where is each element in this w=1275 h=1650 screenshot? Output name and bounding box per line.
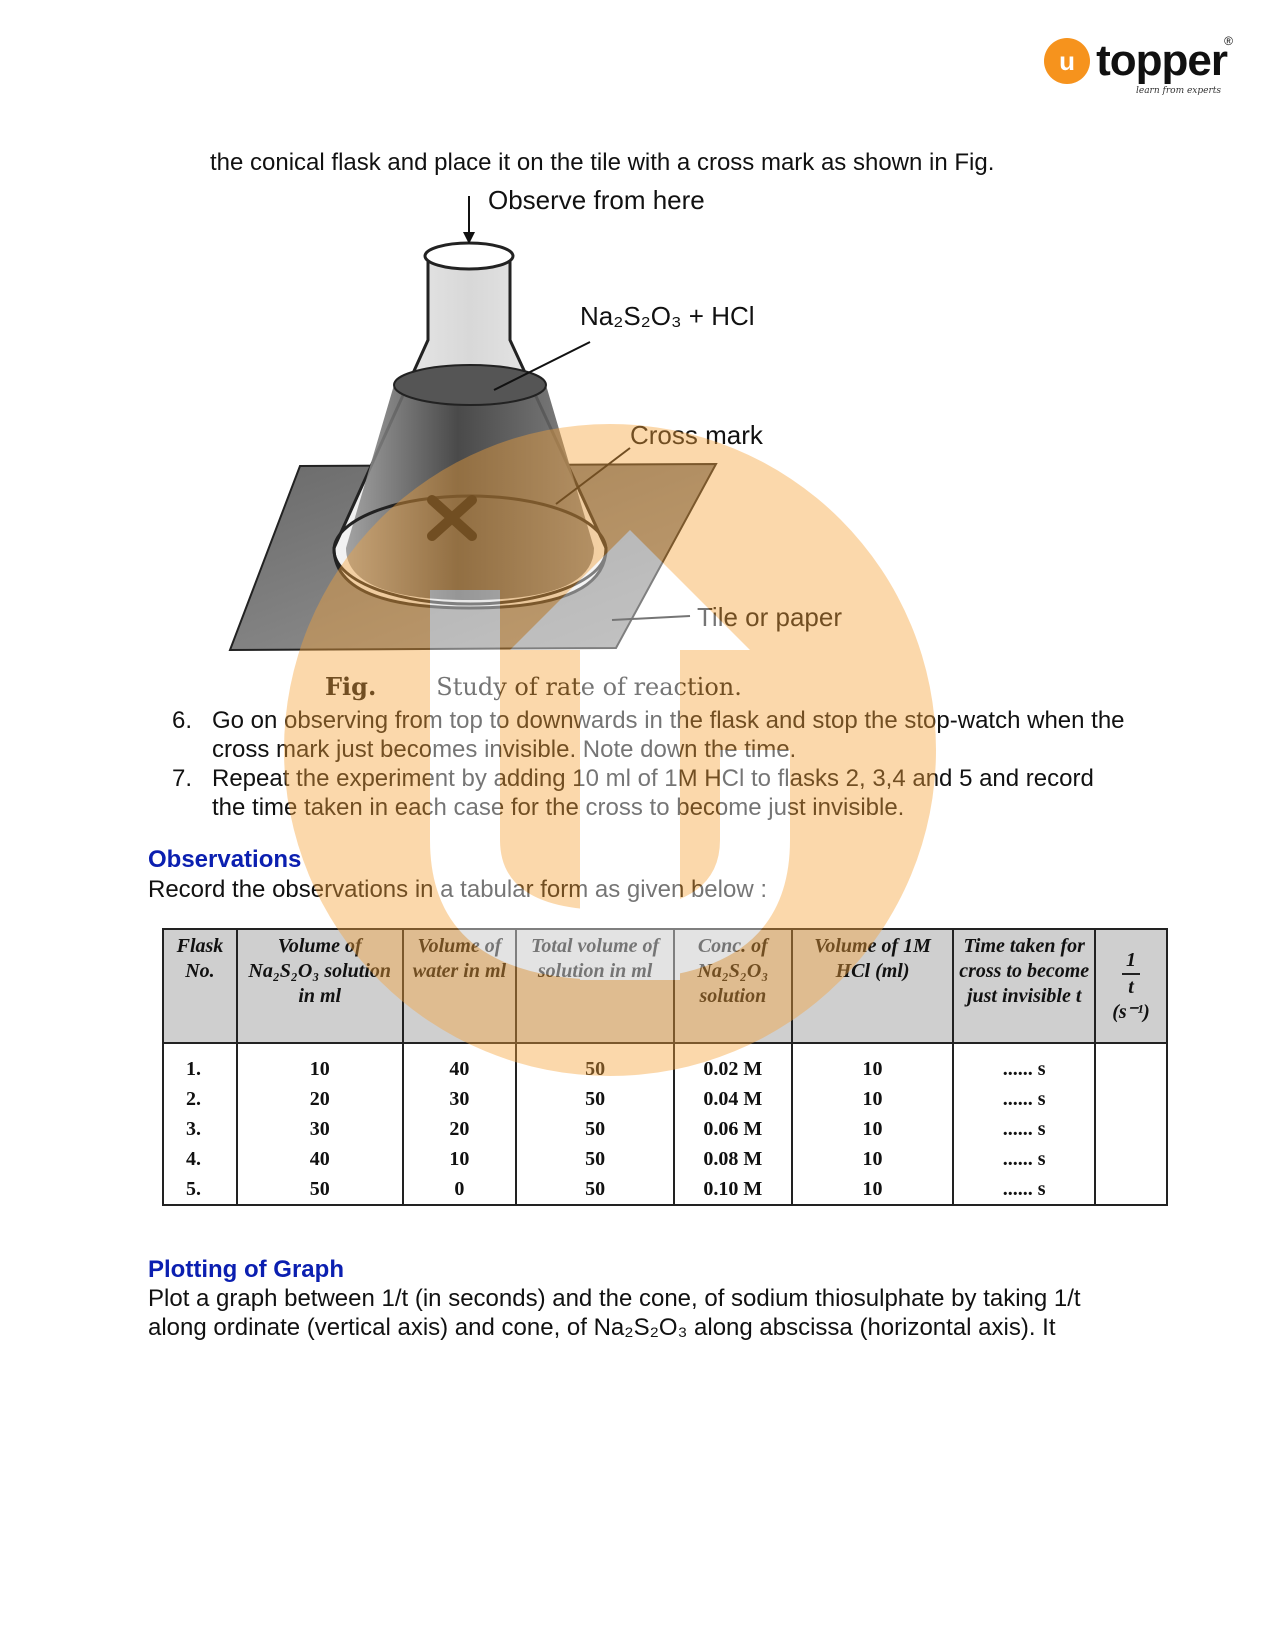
- registered-mark: ®: [1224, 34, 1233, 48]
- graph-text: Plot a graph between 1/t (in seconds) and the cone, of sodium thiosulphate by taking 1/t along ordinate (vertical axis) and cone, of Na₂S₂O₃ along abscissa (horizontal axis). It: [148, 1285, 1081, 1341]
- inverse-time-unit: (s⁻¹): [1112, 1000, 1150, 1023]
- cell-flask: 3.: [163, 1114, 237, 1144]
- header-flask-no: Flask No.: [163, 929, 237, 1043]
- intro-text: the conical flask and place it on the tile with a cross mark as shown in Fig.: [210, 149, 995, 176]
- step-6: [172, 706, 1132, 764]
- step-text: Go on observing from top to downwards in the flask and stop the stop-watch when the cross mark just becomes invisible. Note down the time.: [212, 707, 1125, 763]
- cell-vol-water: 30: [403, 1084, 517, 1114]
- cell-conc: 0.02 M: [674, 1043, 792, 1084]
- table-header-row: [163, 929, 1167, 1043]
- cell-conc: 0.06 M: [674, 1114, 792, 1144]
- table-row: [163, 1114, 1167, 1144]
- cell-total: 50: [516, 1174, 674, 1205]
- cell-vol-water: 10: [403, 1144, 517, 1174]
- step-7: [172, 764, 1132, 822]
- inverse-time-fraction: [1122, 948, 1140, 1000]
- table-row: [163, 1043, 1167, 1084]
- solution-liquid: [346, 375, 594, 600]
- label-cross-mark: Cross mark: [630, 420, 763, 450]
- cell-inv: [1095, 1174, 1167, 1205]
- header-inverse-time: [1095, 929, 1167, 1043]
- observations-intro: Record the observations in a tabular form as given below :: [148, 876, 767, 903]
- cell-total: 50: [516, 1144, 674, 1174]
- cell-inv: [1095, 1144, 1167, 1174]
- header-total-volume: Total volume of solution in ml: [516, 929, 674, 1043]
- figure-caption: [325, 672, 742, 701]
- table-row: [163, 1174, 1167, 1205]
- cell-time: ...... s: [953, 1084, 1095, 1114]
- header-concentration: Conc. of Na₂S₂O₃ solution: [674, 929, 792, 1043]
- cell-flask: 2.: [163, 1084, 237, 1114]
- cell-hcl: 10: [792, 1043, 954, 1084]
- cell-time: ...... s: [953, 1144, 1095, 1174]
- procedure-steps: [172, 706, 1132, 822]
- cell-vol-water: 0: [403, 1174, 517, 1205]
- header-volume-na2s2o3: Volume of Na₂S₂O₃ solution in ml: [237, 929, 403, 1043]
- cell-vol-na: 50: [237, 1174, 403, 1205]
- logo-tagline: learn from experts: [1135, 86, 1221, 96]
- observations-table: [162, 928, 1168, 1206]
- step-number: 6.: [172, 707, 193, 734]
- header-volume-water: Volume of water in ml: [403, 929, 517, 1043]
- header-time-taken: Time taken for cross to become just invisible t: [953, 929, 1095, 1043]
- cell-vol-na: 20: [237, 1084, 403, 1114]
- flask-mouth: [425, 243, 513, 269]
- cell-inv: [1095, 1084, 1167, 1114]
- step-number: 7.: [172, 765, 193, 792]
- cell-total: 50: [516, 1114, 674, 1144]
- cell-conc: 0.10 M: [674, 1174, 792, 1205]
- cell-inv: [1095, 1114, 1167, 1144]
- fraction-numerator: 1: [1122, 948, 1140, 975]
- cell-time: ...... s: [953, 1043, 1095, 1084]
- cell-vol-na: 30: [237, 1114, 403, 1144]
- flask-figure: [0, 0, 1275, 680]
- cell-inv: [1095, 1043, 1167, 1084]
- cell-flask: 1.: [163, 1043, 237, 1084]
- cell-flask: 4.: [163, 1144, 237, 1174]
- step-text: Repeat the experiment by adding 10 ml of 1M HCl to flasks 2, 3,4 and 5 and record the time taken in each case for the cross to become just invisible.: [212, 765, 1094, 821]
- cell-vol-na: 10: [237, 1043, 403, 1084]
- cell-conc: 0.04 M: [674, 1084, 792, 1114]
- cell-hcl: 10: [792, 1144, 954, 1174]
- cell-hcl: 10: [792, 1084, 954, 1114]
- cell-hcl: 10: [792, 1114, 954, 1144]
- cell-flask: 5.: [163, 1174, 237, 1205]
- figure-caption-label: Fig.: [325, 672, 377, 701]
- cell-vol-water: 40: [403, 1043, 517, 1084]
- cell-conc: 0.08 M: [674, 1144, 792, 1174]
- cell-vol-water: 20: [403, 1114, 517, 1144]
- cell-vol-na: 40: [237, 1144, 403, 1174]
- table-row: [163, 1084, 1167, 1114]
- label-tile: Tile or paper: [697, 602, 842, 632]
- label-observe: Observe from here: [488, 185, 705, 215]
- observations-heading: Observations: [148, 846, 302, 873]
- graph-heading: Plotting of Graph: [148, 1256, 344, 1283]
- cell-total: 50: [516, 1043, 674, 1084]
- label-solution: Na₂S₂O₃ + HCl: [580, 301, 755, 331]
- header-volume-hcl: Volume of 1M HCl (ml): [792, 929, 954, 1043]
- topper-wordmark: topper: [1096, 36, 1227, 85]
- topper-logo-icon: u: [1044, 38, 1090, 84]
- fraction-denominator: t: [1128, 975, 1134, 998]
- cell-time: ...... s: [953, 1114, 1095, 1144]
- figure-caption-text: Study of rate of reaction.: [436, 673, 742, 701]
- cell-time: ...... s: [953, 1174, 1095, 1205]
- cell-total: 50: [516, 1084, 674, 1114]
- cell-hcl: 10: [792, 1174, 954, 1205]
- table-row: [163, 1144, 1167, 1174]
